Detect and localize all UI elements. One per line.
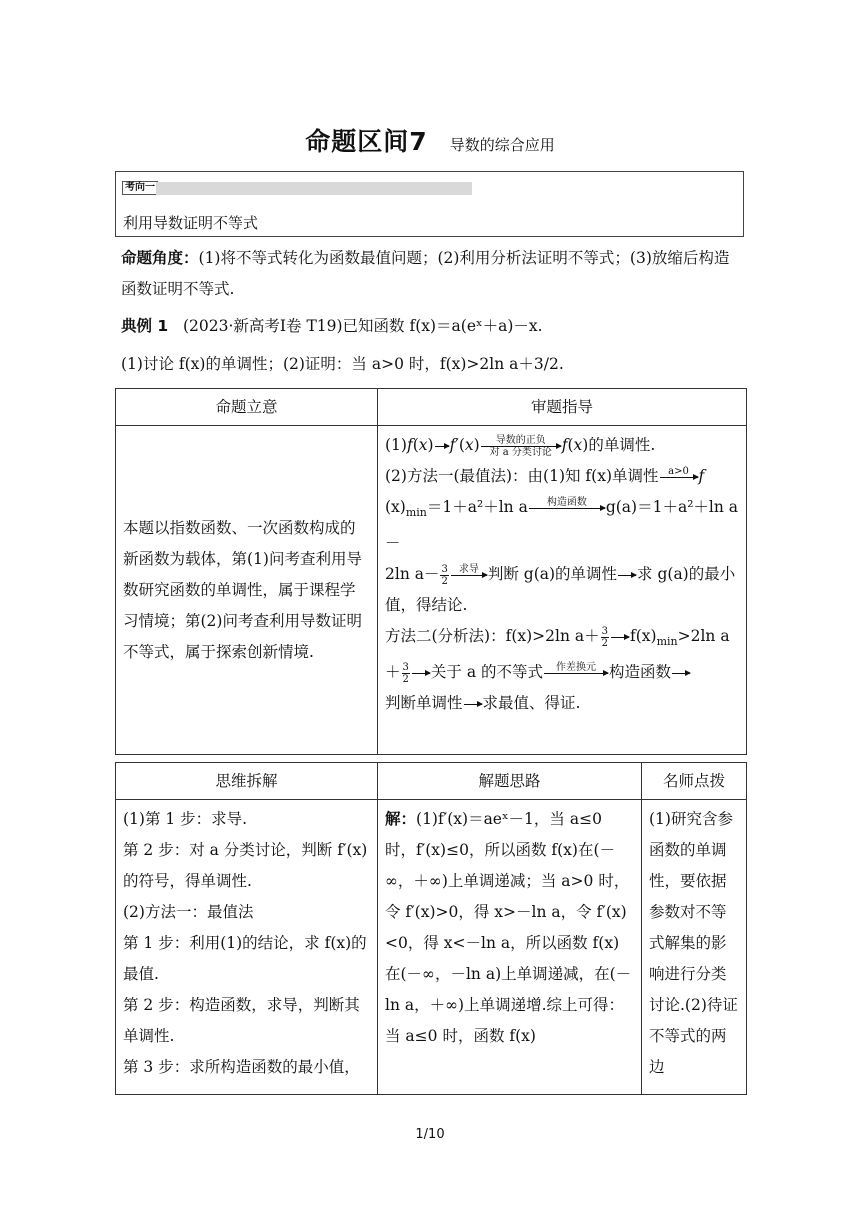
table2-head-3: 名师点拨 <box>642 763 747 800</box>
arrow-icon: 作差换元 <box>544 662 608 685</box>
table1-head-right: 审题指导 <box>378 389 747 426</box>
page-title <box>0 122 860 158</box>
topic-box <box>115 171 744 237</box>
page-number: 1/10 <box>415 1127 445 1142</box>
arrow-icon: 构造函数 <box>529 497 605 520</box>
example-label: 典例 1 <box>121 317 169 335</box>
step-line: 第 1 步：利用(1)的结论，求 f(x)的最值. <box>123 934 367 983</box>
solution-table <box>115 762 747 1095</box>
arrow-icon <box>435 446 449 447</box>
table2-col2 <box>378 800 642 1095</box>
title-main: 命题区间7 <box>305 127 428 156</box>
fraction: $\frac{3}{2}$ <box>601 625 608 649</box>
table1-right-cell <box>378 426 747 755</box>
table2-head-2: 解题思路 <box>378 763 642 800</box>
arrow-icon: a>0 <box>660 466 698 489</box>
example-source <box>121 311 741 342</box>
table2-col1 <box>116 800 378 1095</box>
table2-col3: (1)研究含参函数的单调性，要依据参数对不等式解集的影响进行分类讨论.(2)待证不等式的两边 <box>642 800 747 1095</box>
topic-bar <box>156 182 472 195</box>
table2-head-1: 思维拆解 <box>116 763 378 800</box>
guide-method1: (2)方法一(最值法)：由(1)知 f(x)单调性 a>0 f $(x)_{min}=1+a^2+\ln$ a 构造函数 g(a)＝1＋a²＋ln a－ 2ln a－ $\frac{3}{2}$ 求导 判断 g(a)的单调性 求 g(a)的最小值，得结论. <box>385 465 739 615</box>
step-line: 第 2 步：构造函数，求导，判断其单调性. <box>123 996 360 1045</box>
arrow-icon <box>618 575 636 576</box>
arrow-icon <box>672 673 690 674</box>
step-line: 第 2 步：对 a 分类讨论，判断 f′(x)的符号，得单调性. <box>123 841 368 890</box>
arrow-icon: 导数的正负 对 a 分类讨论 <box>481 435 561 458</box>
intro-paragraph <box>121 243 741 305</box>
table1-head-left: 命题立意 <box>116 389 378 426</box>
example-question: (1)讨论 f(x)的单调性；(2)证明：当 a>0 时，f(x)>2ln a＋3/2. <box>121 355 564 373</box>
intro-label: 命题角度： <box>121 249 199 267</box>
arrow-icon <box>464 704 482 705</box>
topic-text: 利用导数证明不等式 <box>123 214 259 232</box>
solution-text: (1)f′(x)＝aeˣ－1，当 a≤0 时，f′(x)≤0，所以函数 f(x)在(－∞，＋∞)上单调递减；当 a>0 时，令 f′(x)>0，得 x>－ln a，令 f′(x)<0，得 x<－ln a，所以函数 f(x)在(－∞，－ln a)上单调递减，在(－ln a，＋∞)上单调递增.综上可得：当 a≤0 时，函数 f(x) <box>385 810 632 1045</box>
table1-left-cell: 本题以指数函数、一次函数构成的新函数为载体，第(1)问考查利用导数研究函数的单调性，属于课程学习情境；第(2)问考查利用导数证明不等式，属于探索创新情境. <box>116 426 378 755</box>
topic-tag: 考向一 <box>122 181 158 195</box>
arrow-icon <box>611 637 629 638</box>
fraction: $\frac{3}{2}$ <box>402 661 409 685</box>
arrow-icon: 求导 <box>451 564 487 587</box>
guide-method2: 方法二(分析法)：f(x)>2ln a＋ $\frac{3}{2}$ $f(x)_{min}>2\ln$ a ＋ $\frac{3}{2}$ 关于 a 的不等式 作差换元 构造函数 判断单调性 求最值、得证. <box>385 625 730 713</box>
arrow-icon <box>412 673 430 674</box>
solution-label: 解： <box>385 810 417 828</box>
example-source-text: (2023·新高考Ⅰ卷 T19)已知函数 f(x)＝a(eˣ＋a)－x. <box>182 317 543 335</box>
guide-part1: (1)f(x) f′(x) 导数的正负 对 a 分类讨论 f(x)的单调性. <box>385 434 656 458</box>
fraction: $\frac{3}{2}$ <box>441 563 448 587</box>
title-subtitle: 导数的综合应用 <box>449 136 555 154</box>
intro-text: (1)将不等式转化为函数最值问题；(2)利用分析法证明不等式；(3)放缩后构造函数证明不等式. <box>121 249 730 298</box>
analysis-table <box>115 388 747 755</box>
step-line: 第 3 步：求所构造函数的最小值， <box>123 1058 360 1076</box>
step-line: (1)第 1 步：求导. <box>123 810 248 828</box>
step-line: (2)方法一：最值法 <box>123 903 254 921</box>
